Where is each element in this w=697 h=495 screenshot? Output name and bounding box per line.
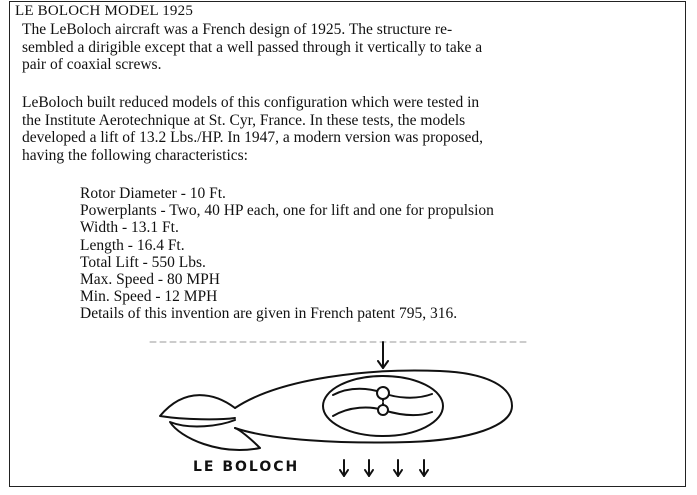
upper-tail-fin [160, 395, 235, 419]
spec-total-lift: Total Lift - 550 Lbs. [80, 253, 206, 271]
hull-outline [235, 370, 512, 442]
figure-caption: LE BOLOCH [193, 459, 300, 475]
spec-min-speed: Min. Speed - 12 MPH [80, 288, 218, 306]
spec-max-speed: Max. Speed - 80 MPH [80, 271, 220, 289]
lower-tail-fin [170, 420, 260, 450]
downwash-arrows [340, 460, 428, 476]
spec-width: Width - 13.1 Ft. [80, 219, 179, 237]
paragraph-tests: LeBoloch built reduced models of this configuration which were tested in the Institute Aerotechnique at St. Cyr, France. In these tests, the models developed a lift of 13.2 Lbs./HP. In 1947, a modern version was proposed, having the following characteristics: [22, 94, 484, 164]
document-title: LE BOLOCH MODEL 1925 [15, 3, 194, 19]
spec-length: Length - 16.4 Ft. [80, 236, 185, 254]
spec-rotor-diameter: Rotor Diameter - 10 Ft. [80, 185, 226, 202]
lower-rotor-hub [378, 405, 388, 415]
upper-rotor-hub [377, 387, 389, 399]
spec-patent-note: Details of this invention are given in French patent 795, 316. [80, 305, 458, 323]
paragraph-intro: The LeBoloch aircraft was a French design of 1925. The structure re- sembled a dirigible except that a well passed through it vertically to take a pair of coaxial screws. [22, 21, 483, 73]
spec-powerplants: Powerplants - Two, 40 HP each, one for lift and one for propulsion [80, 202, 494, 220]
specifications-list [80, 185, 494, 323]
